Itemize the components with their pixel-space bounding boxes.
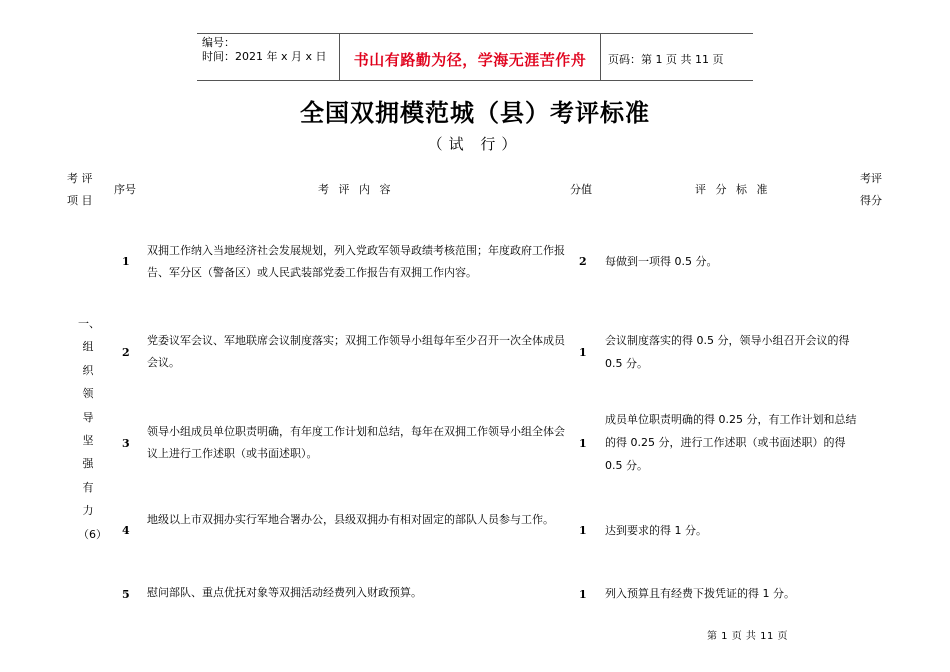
category-char: 织 [82,363,94,377]
header-meta-cell [197,34,340,80]
document-header [197,33,753,81]
document-subtitle: （试 行） [427,135,523,153]
document-title: 全国双拥模范城（县）考评标准 [300,98,650,127]
page-info: 页码：第 1 页 共 11 页 [608,53,724,66]
category-char: 领 [82,387,94,401]
row-4-standard: 达到要求的得 1 分。 [605,524,707,537]
category-char: 一、 [78,317,100,330]
row-5-standard: 列入预算且有经费下拨凭证的得 1 分。 [605,587,795,600]
header-motto-cell [340,34,601,80]
row-5-seq: 5 [122,588,130,601]
category-char: 强 [82,457,94,471]
category-char: 坚 [82,434,94,448]
row-3-standard: 成员单位职责明确的得 0.25 分，有工作计划和总结的得 0.25 分，进行工作述职（或书面述职）的得 0.5 分。 [605,413,857,472]
row-3-seq: 3 [122,437,130,450]
header-category [67,168,109,212]
row-2-content: 党委议军会议、军地联席会议制度落实；双拥工作领导小组每年至少召开一次全体成员会议。 [147,334,565,369]
row-3-content: 领导小组成员单位职责明确，有年度工作计划和总结，每年在双拥工作领导小组全体会议上进行工作述职（或书面述职）。 [147,425,565,460]
category-char: （6） [78,527,107,541]
date-label: 时间：2021 年 x 月 x 日 [202,50,327,63]
header-result [860,168,882,212]
row-2-standard: 会议制度落实的得 0.5 分，领导小组召开会议的得 0.5 分。 [605,334,850,370]
row-2-seq: 2 [122,346,130,359]
category-char: 导 [82,410,94,424]
page-footer: 第 1 页 共 11 页 [707,631,788,642]
serial-label: 编号： [202,36,235,49]
header-category-line2: 项 目 [67,194,93,207]
category-char: 力 [82,504,94,518]
header-content: 考 评 内 容 [318,183,394,196]
header-score: 分值 [570,183,592,196]
motto-text: 书山有路勤为径，学海无涯苦作舟 [353,51,587,69]
row-5-score: 1 [579,588,587,601]
row-2-score: 1 [579,346,587,359]
row-4-seq: 4 [122,524,130,537]
row-1-score: 2 [579,255,587,268]
header-standard: 评 分 标 准 [695,183,771,196]
row-4-score: 1 [579,524,587,537]
row-1-content: 双拥工作纳入当地经济社会发展规划，列入党政军领导政绩考核范围；年度政府工作报告、军分区（警备区）或人民武装部党委工作报告有双拥工作内容。 [147,244,565,279]
header-category-line1: 考 评 [67,172,93,185]
header-page-cell [601,34,753,80]
category-label [78,312,107,546]
header-result-line1: 考评 [860,172,882,185]
category-char: 有 [82,480,94,494]
row-5-content: 慰问部队、重点优抚对象等双拥活动经费列入财政预算。 [147,586,422,599]
row-1-standard: 每做到一项得 0.5 分。 [605,255,718,268]
header-seq: 序号 [114,183,136,196]
row-1-seq: 1 [122,255,130,268]
row-4-content: 地级以上市双拥办实行军地合署办公，县级双拥办有相对固定的部队人员参与工作。 [147,513,554,526]
category-char: 组 [82,340,94,354]
header-result-line2: 得分 [860,194,882,207]
row-3-score: 1 [579,437,587,450]
